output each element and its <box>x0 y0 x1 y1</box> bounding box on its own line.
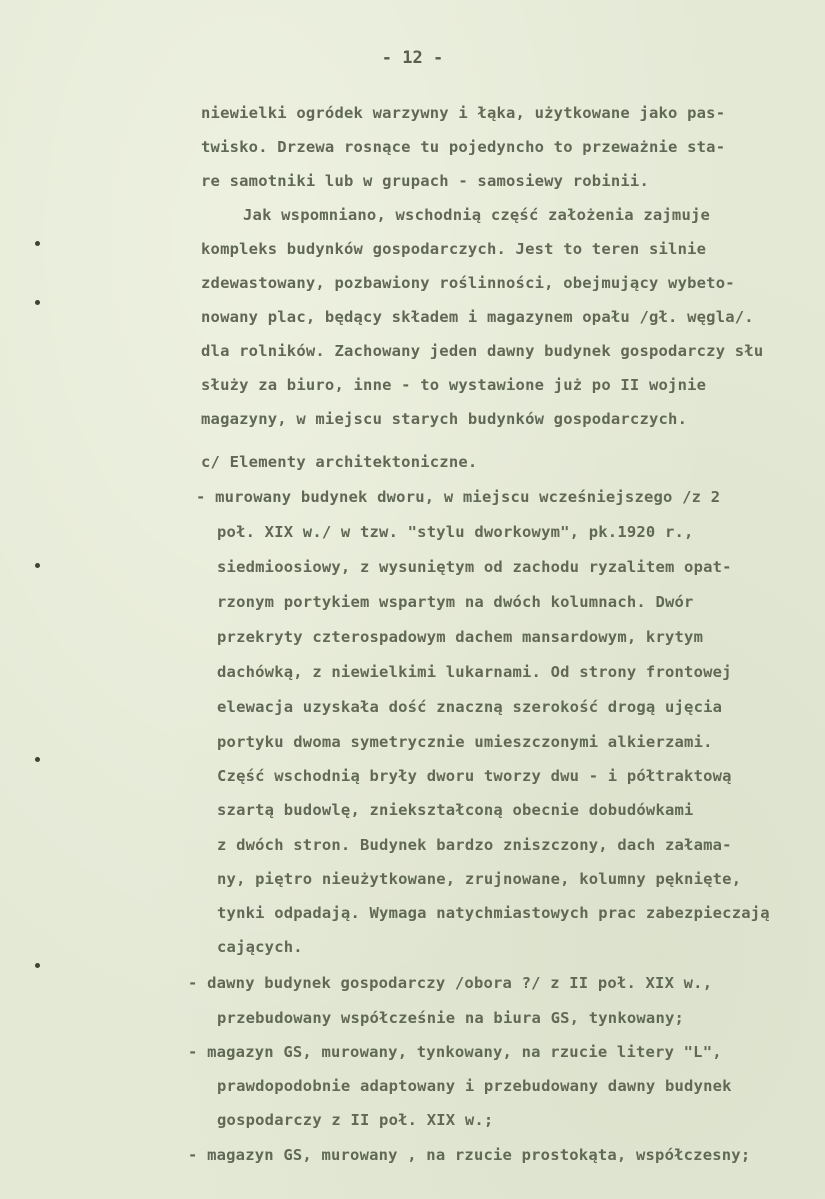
text-line: Część wschodnią bryły dworu tworzy dwu - i półtraktową <box>217 767 732 785</box>
text-line: - murowany budynek dworu, w miejscu wcześniejszego /z 2 <box>196 488 721 506</box>
text-line: dla rolników. Zachowany jeden dawny budynek gospodarczy słu <box>201 342 764 360</box>
text-line: - magazyn GS, murowany, tynkowany, na rzucie litery "L", <box>188 1043 722 1061</box>
text-line: elewacja uzyskała dość znaczną szerokość drogą ujęcia <box>217 698 723 716</box>
text-line: gospodarczy z II poł. XIX w.; <box>217 1111 494 1129</box>
text-line: niewielki ogródek warzywny i łąka, użytkowane jako pas- <box>201 104 726 122</box>
text-line: rzonym portykiem wspartym na dwóch kolumnach. Dwór <box>217 593 694 611</box>
punch-hole-mark <box>35 757 40 762</box>
text-line: re samotniki lub w grupach - samosiewy robinii. <box>201 172 649 190</box>
text-line: twisko. Drzewa rosnące tu pojedyncho to przeważnie sta- <box>201 138 726 156</box>
text-line: cających. <box>217 938 303 956</box>
text-line: z dwóch stron. Budynek bardzo zniszczony, dach załama- <box>217 836 732 854</box>
text-line: dachówką, z niewielkimi lukarnami. Od strony frontowej <box>217 663 732 681</box>
text-line: nowany plac, będący składem i magazynem opału /gł. węgla/. <box>201 308 754 326</box>
text-line: portyku dwoma symetrycznie umieszczonymi alkierzami. <box>217 733 713 751</box>
text-line: prawdopodobnie adaptowany i przebudowany dawny budynek <box>217 1077 732 1095</box>
text-line: służy za biuro, inne - to wystawione już po II wojnie <box>201 376 707 394</box>
text-line: poł. XIX w./ w tzw. "stylu dworkowym", pk.1920 r., <box>217 523 694 541</box>
text-line: zdewastowany, pozbawiony roślinności, obejmujący wybeto- <box>201 274 735 292</box>
punch-hole-mark <box>35 300 40 305</box>
punch-hole-mark <box>35 241 40 246</box>
text-line: - dawny budynek gospodarczy /obora ?/ z II poł. XIX w., <box>188 974 713 992</box>
punch-hole-mark <box>35 563 40 568</box>
text-line: ny, piętro nieużytkowane, zrujnowane, kolumny pęknięte, <box>217 870 742 888</box>
text-line: przebudowany współcześnie na biura GS, tynkowany; <box>217 1009 685 1027</box>
text-line: - magazyn GS, murowany , na rzucie prostokąta, współczesny; <box>188 1146 751 1164</box>
page-number: - 12 - <box>381 48 444 68</box>
text-line: magazyny, w miejscu starych budynków gospodarczych. <box>201 410 688 428</box>
text-line: tynki odpadają. Wymaga natychmiastowych prac zabezpieczają <box>217 904 770 922</box>
text-line: przekryty czterospadowym dachem mansardowym, krytym <box>217 628 704 646</box>
punch-hole-mark <box>35 963 40 968</box>
section-heading: c/ Elementy architektoniczne. <box>201 453 478 471</box>
text-line: kompleks budynków gospodarczych. Jest to teren silnie <box>201 240 707 258</box>
text-line: szartą budowlę, zniekształconą obecnie dobudówkami <box>217 801 694 819</box>
text-line: siedmioosiowy, z wysuniętym od zachodu ryzalitem opat- <box>217 558 732 576</box>
text-line: Jak wspomniano, wschodnią część założenia zajmuje <box>243 206 711 224</box>
